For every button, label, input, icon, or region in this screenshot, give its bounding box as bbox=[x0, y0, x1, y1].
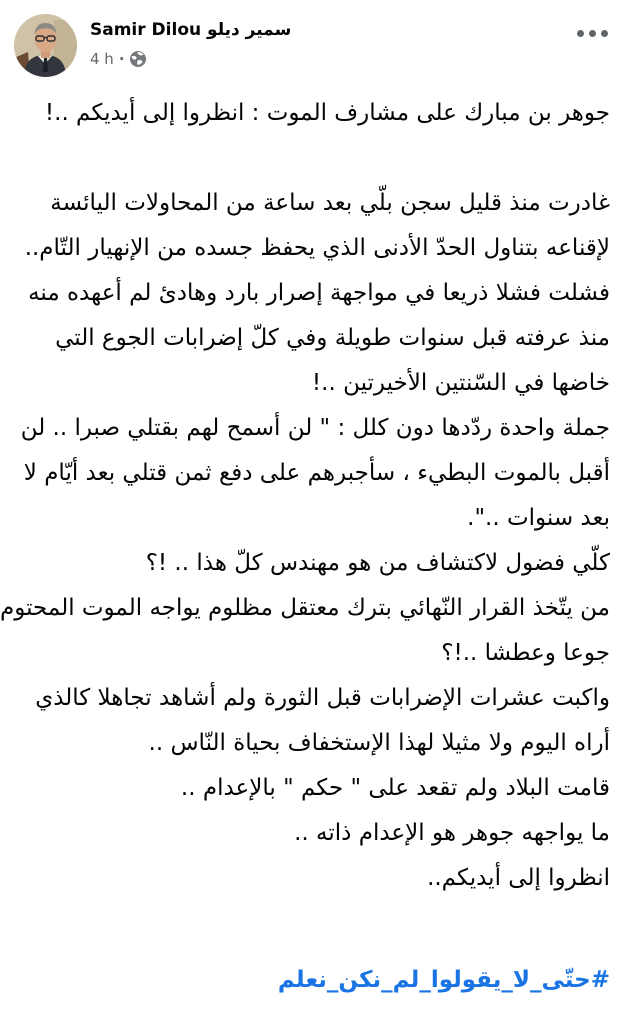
post-line: قامت البلاد ولم تقعد على " حكم " بالإعدام .. bbox=[180, 775, 610, 801]
post-line: جوعا وعطشا ..!؟ bbox=[441, 640, 610, 666]
post-meta bbox=[90, 50, 291, 68]
post-header bbox=[0, 0, 626, 83]
avatar-image bbox=[14, 14, 77, 77]
post-line bbox=[16, 901, 610, 946]
avatar[interactable] bbox=[14, 14, 77, 77]
post-menu-button[interactable] bbox=[575, 24, 610, 43]
post-line: أقبل بالموت البطيء ، سأجبرهم على دفع ثمن قتلي بعد أيّام لا bbox=[23, 460, 610, 486]
post-line: واكبت عشرات الإضرابات قبل الثورة ولم أشاهد تجاهلا كالذي bbox=[35, 685, 610, 711]
post-line: ما يواجهه جوهر هو الإعدام ذاته .. bbox=[294, 820, 610, 846]
post-line: غادرت منذ قليل سجن بلّي بعد ساعة من المحاولات اليائسة bbox=[50, 190, 610, 216]
post-line: بعد سنوات ..". bbox=[467, 505, 610, 531]
post-text bbox=[0, 87, 626, 946]
post-line: جوهر بن مبارك على مشارف الموت : انظروا إلى أيديكم ..! bbox=[44, 100, 610, 126]
post-line: منذ عرفته قبل سنوات طويلة وفي كلّ إضرابات الجوع التي bbox=[55, 325, 610, 351]
globe-icon bbox=[130, 51, 146, 67]
post-line: لإقناعه بتناول الحدّ الأدنى الذي يحفظ جسده من الإنهيار التّام.. bbox=[24, 235, 610, 261]
hashtag-link[interactable]: #حتّى_لا_يقولوا_لم_نكن_نعلم bbox=[277, 967, 610, 993]
header-info bbox=[90, 14, 291, 68]
post-line: أراه اليوم ولا مثيلا لهذا الإستخفاف بحياة النّاس .. bbox=[148, 730, 610, 756]
post-line: انظروا إلى أيديكم.. bbox=[427, 865, 610, 891]
post-line: فشلت فشلا ذريعا في مواجهة إصرار بارد وهادئ لم أعهده منه bbox=[28, 280, 610, 306]
meta-separator: · bbox=[118, 50, 125, 68]
post-line: من يتّخذ القرار النّهائي بترك معتقل مظلوم يواجه الموت المحتوم bbox=[0, 595, 610, 621]
author-name[interactable]: Samir Dilou سمير ديلو bbox=[90, 20, 292, 40]
post-line: جملة واحدة ردّدها دون كلل : " لن أسمح لهم بقتلي صبرا .. لن bbox=[20, 415, 610, 441]
post-line: كلّي فضول لاكتشاف من هو مهندس كلّ هذا .. !؟ bbox=[145, 550, 610, 576]
ellipsis-icon bbox=[577, 30, 584, 37]
post-line bbox=[16, 136, 610, 181]
post-line: خاضها في السّنتين الأخيرتين ..! bbox=[311, 370, 610, 396]
hashtag-row bbox=[0, 958, 626, 1003]
timestamp[interactable]: 4 h bbox=[90, 50, 114, 68]
